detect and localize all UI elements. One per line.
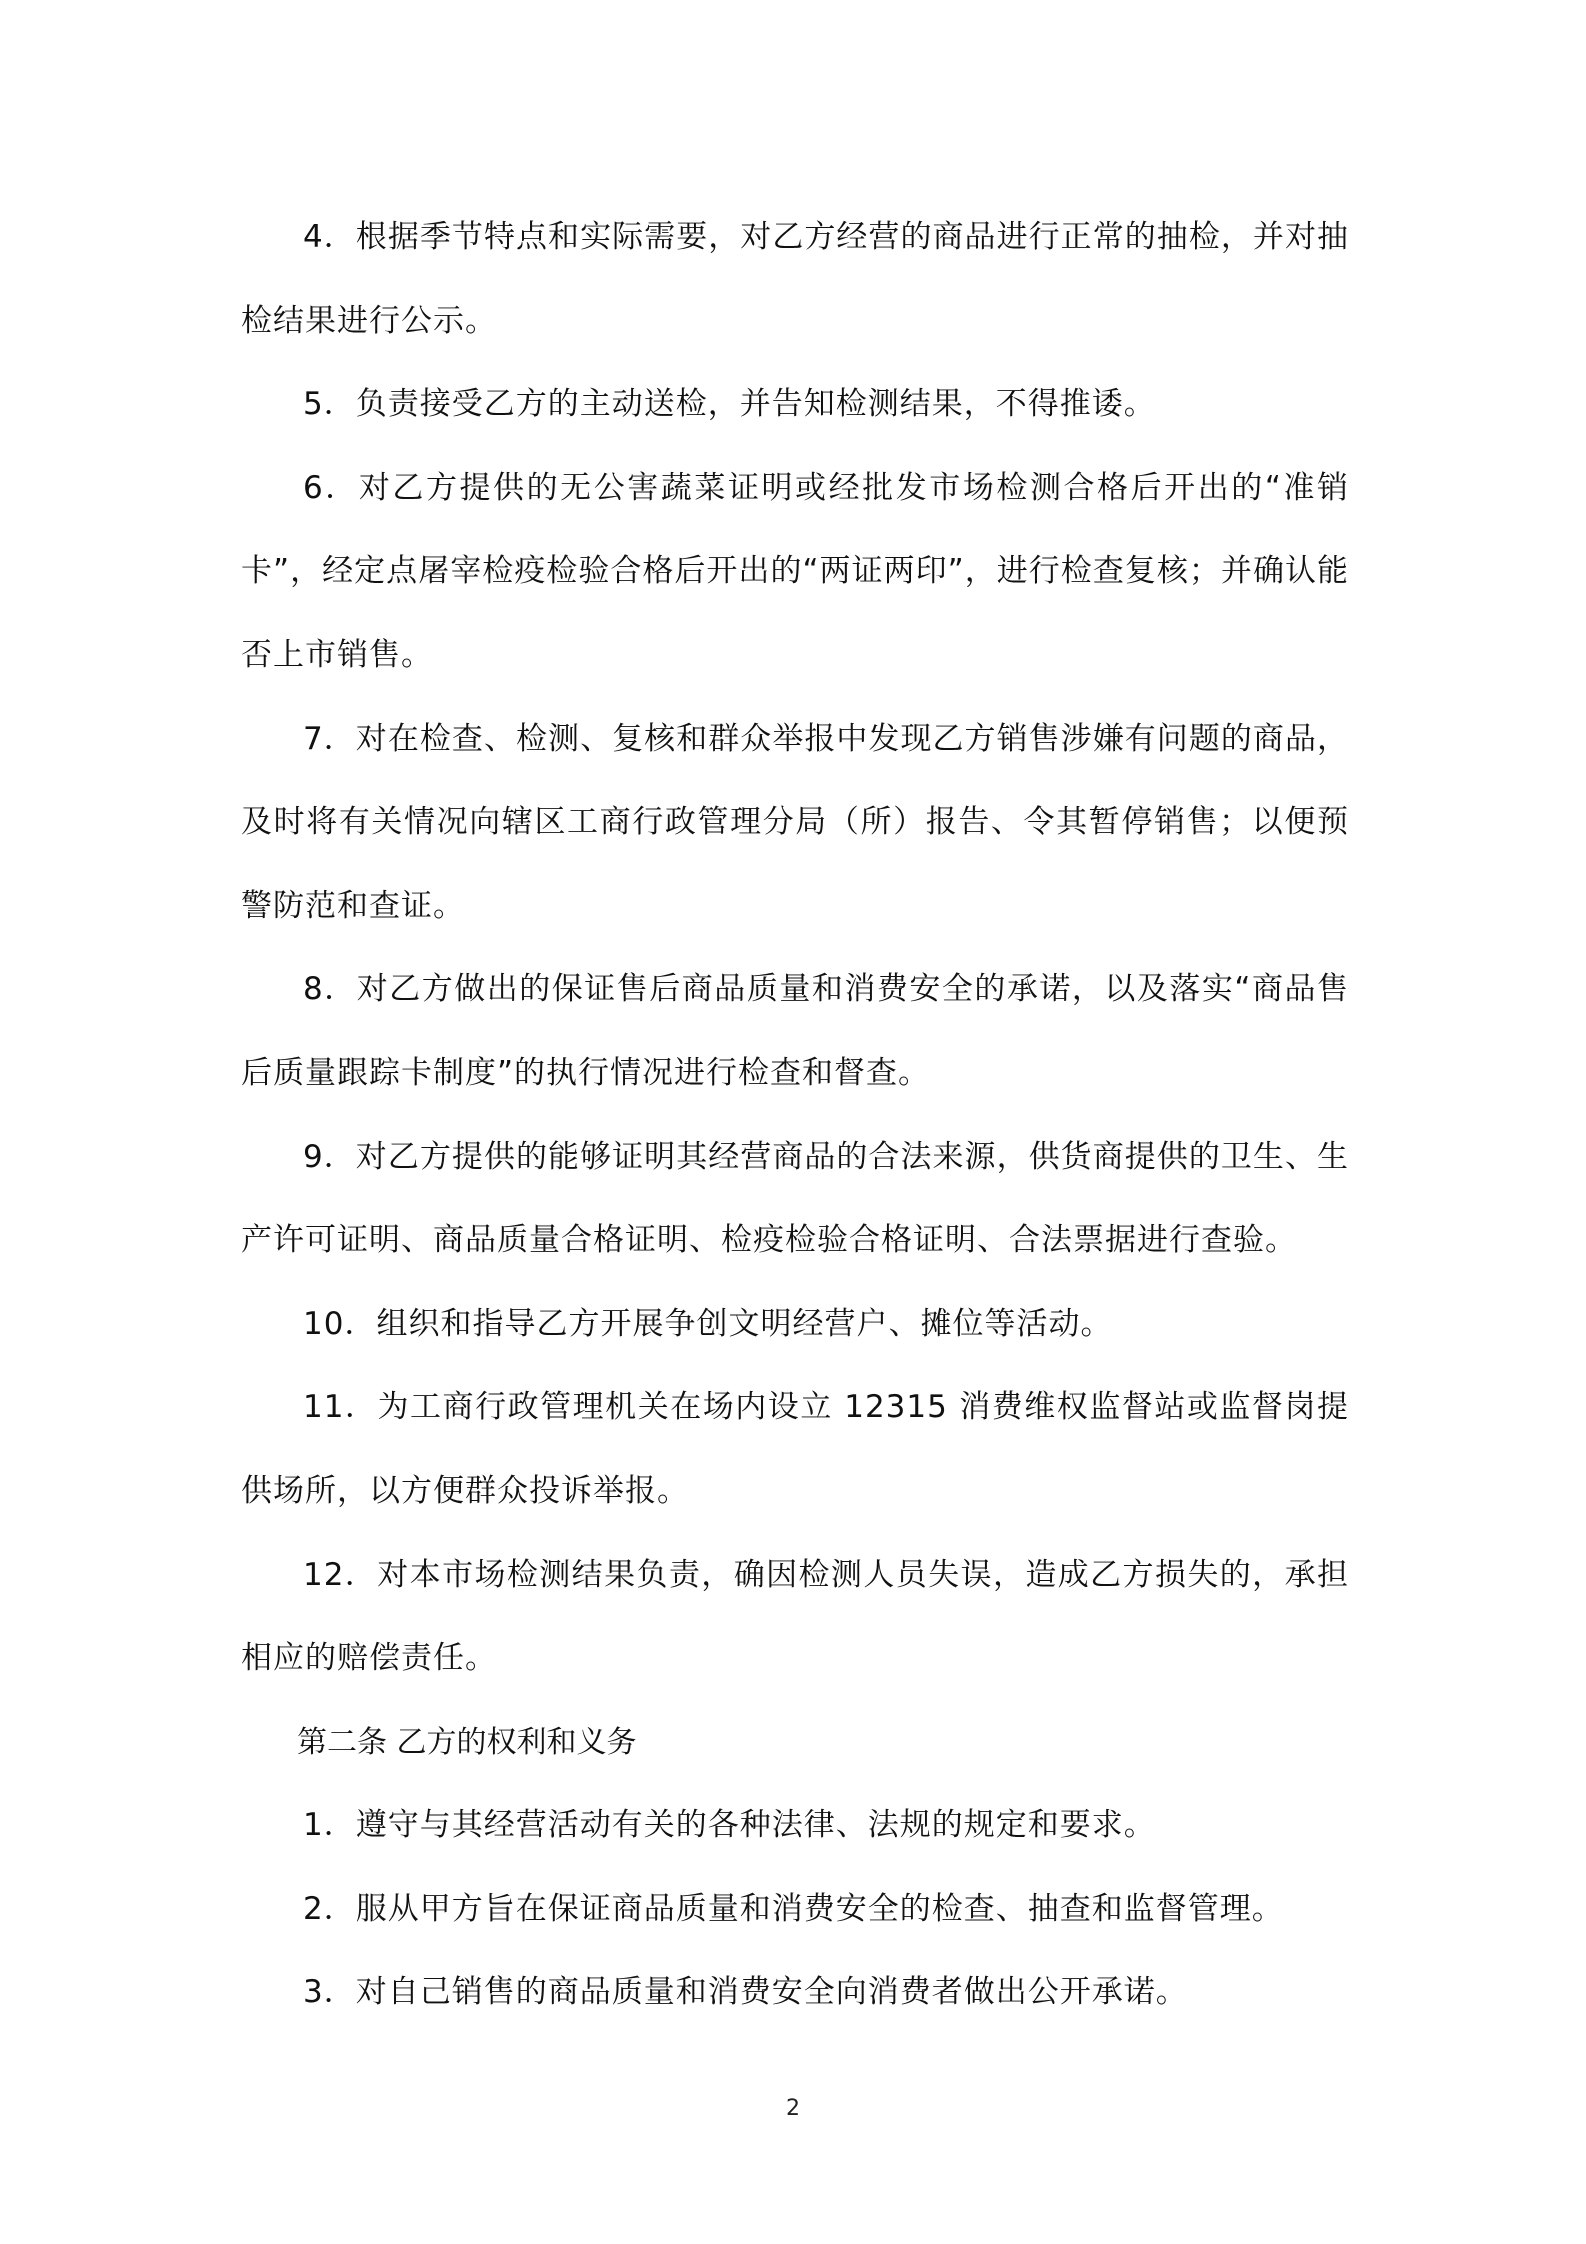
clause-item-4: 4．根据季节特点和实际需要，对乙方经营的商品进行正常的抽检，并对抽检结果进行公示。: [241, 219, 1349, 339]
section-heading: 第二条 乙方的权利和义务: [297, 1724, 637, 1760]
clause-item-11: 11．为工商行政管理机关在场内设立 12315 消费维权监督站或监督岗提供场所，以方便群众投诉举报。: [241, 1389, 1349, 1509]
clause-item-8: 8．对乙方做出的保证售后商品质量和消费安全的承诺，以及落实“商品售后质量跟踪卡制度”的执行情况进行检查和督查。: [241, 971, 1349, 1091]
page-number: 2: [786, 2096, 800, 2121]
clause-item-6: 6．对乙方提供的无公害蔬菜证明或经批发市场检测合格后开出的“准销卡”，经定点屠宰检疫检验合格后开出的“两证两印”，进行检查复核；并确认能否上市销售。: [241, 469, 1349, 673]
clause-item-10: 10．组织和指导乙方开展争创文明经营户、摊位等活动。: [303, 1305, 1113, 1342]
clause-item-12: 12．对本市场检测结果负责，确因检测人员失误，造成乙方损失的，承担相应的赔偿责任。: [241, 1556, 1349, 1677]
section-item-3: 3．对自己销售的商品质量和消费安全向消费者做出公开承诺。: [303, 1974, 1188, 2011]
clause-item-9: 9．对乙方提供的能够证明其经营商品的合法来源，供货商提供的卫生、生产许可证明、商品质量合格证明、检疫检验合格证明、合法票据进行查验。: [241, 1138, 1349, 1259]
clause-item-7: 7．对在检查、检测、复核和群众举报中发现乙方销售涉嫌有问题的商品，及时将有关情况向辖区工商行政管理分局（所）报告、令其暂停销售；以便预警防范和查证。: [241, 720, 1349, 924]
section-item-1: 1．遵守与其经营活动有关的各种法律、法规的规定和要求。: [303, 1807, 1156, 1844]
clause-item-5: 5．负责接受乙方的主动送检，并告知检测结果，不得推诿。: [303, 386, 1156, 423]
document-body: [241, 196, 1349, 2035]
section-item-2: 2．服从甲方旨在保证商品质量和消费安全的检查、抽查和监督管理。: [303, 1890, 1284, 1927]
